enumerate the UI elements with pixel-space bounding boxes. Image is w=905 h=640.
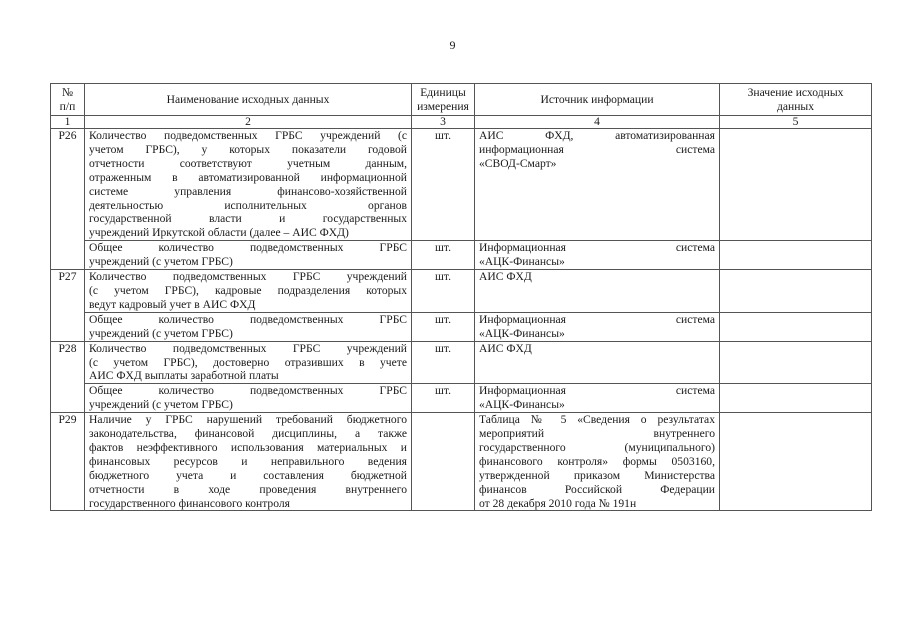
data-name-cell <box>85 341 412 384</box>
text-line: АИС ФХД, автоматизированная <box>479 129 715 142</box>
text-line: финансового контроля» формы 0503160, <box>479 454 715 468</box>
text-line: «АЦК-Финансы» <box>479 255 565 269</box>
unit-cell: шт. <box>412 241 475 270</box>
text-line: «АЦК-Финансы» <box>479 398 565 412</box>
text-line: государственного финансового контроля <box>89 496 290 510</box>
value-cell <box>720 341 872 384</box>
source-cell <box>475 270 720 313</box>
text-line: законодательства, финансовой дисциплины, а также <box>89 427 407 441</box>
table-row <box>51 270 872 313</box>
value-cell <box>720 384 872 413</box>
data-name-cell <box>85 241 412 270</box>
row-id: P29 <box>51 413 85 511</box>
header-line: Единицы <box>420 85 466 99</box>
column-number: 3 <box>412 116 475 129</box>
column-number: 1 <box>51 116 85 129</box>
table-header-row <box>51 84 872 116</box>
text-line: Информационная система <box>479 312 715 326</box>
source-cell <box>475 341 720 384</box>
value-cell <box>720 270 872 313</box>
text-line: учетом ГРБС), у которых показатели годовой <box>89 142 407 156</box>
column-number: 2 <box>85 116 412 129</box>
text-line: Информационная система <box>479 384 715 398</box>
unit-cell: шт. <box>412 129 475 241</box>
text-line: АИС ФХД <box>479 270 532 284</box>
text-line: учреждений (с учетом ГРБС) <box>89 326 233 340</box>
table-body <box>51 129 872 511</box>
unit-cell: шт. <box>412 312 475 341</box>
data-name-cell <box>85 270 412 313</box>
value-cell <box>720 129 872 241</box>
text-line: отчетности в ходе проведения внутреннего <box>89 482 407 496</box>
page-number: 9 <box>449 38 456 52</box>
text-line: государственного (муниципального) <box>479 440 715 454</box>
source-cell <box>475 241 720 270</box>
text-line: государственной власти и государственных <box>89 212 407 226</box>
data-name-cell <box>85 413 412 511</box>
text-line: Общее количество подведомственных ГРБС <box>89 241 407 255</box>
text-line: Количество подведомственных ГРБС учреждений (с <box>89 129 407 142</box>
header-line: измерения <box>417 99 469 113</box>
table-row <box>51 384 872 413</box>
text-line: учреждений (с учетом ГРБС) <box>89 255 233 269</box>
text-line: финансовых ресурсов и неправильного ведения <box>89 454 407 468</box>
table-row <box>51 341 872 384</box>
text-line: Информационная система <box>479 241 715 255</box>
column-number: 4 <box>475 116 720 129</box>
text-line: утвержденной приказом Министерства <box>479 468 715 482</box>
text-line: (с учетом ГРБС), кадровые подразделения которых <box>89 283 407 297</box>
data-name-cell <box>85 129 412 241</box>
text-line: Количество подведомственных ГРБС учреждений <box>89 341 407 355</box>
data-name-cell <box>85 312 412 341</box>
row-id: P26 <box>51 129 85 270</box>
text-line: АИС ФХД <box>479 341 532 355</box>
table-row <box>51 413 872 511</box>
table-row <box>51 241 872 270</box>
data-name-cell <box>85 384 412 413</box>
text-line: АИС ФХД выплаты заработной платы <box>89 369 279 383</box>
header-source: Источник информации <box>475 84 720 116</box>
unit-cell: шт. <box>412 384 475 413</box>
text-line: ведут кадровый учет в АИС ФХД <box>89 297 256 311</box>
header-name: Наименование исходных данных <box>85 84 412 116</box>
source-cell <box>475 312 720 341</box>
text-line: информационная система <box>479 142 715 156</box>
unit-cell: шт. <box>412 270 475 313</box>
source-data-table <box>50 83 872 511</box>
text-line: отчетности соответствуют учетным данным, <box>89 156 407 170</box>
text-line: отраженным в автоматизированной информационной <box>89 170 407 184</box>
text-line: Таблица № 5 «Сведения о результатах <box>479 413 715 427</box>
column-numbers-row <box>51 116 872 129</box>
text-line: мероприятий внутреннего <box>479 427 715 441</box>
text-line: деятельностью исполнительных органов <box>89 198 407 212</box>
row-id: P27 <box>51 270 85 342</box>
header-unit <box>412 84 475 116</box>
text-line: системе управления финансово-хозяйственной <box>89 184 407 198</box>
header-number <box>51 84 85 116</box>
unit-cell <box>412 413 475 511</box>
text-line: фактов неэффективного использования материальных и <box>89 440 407 454</box>
value-cell <box>720 413 872 511</box>
text-line: (с учетом ГРБС), достоверно отразивших в учете <box>89 355 407 369</box>
row-id: P28 <box>51 341 85 413</box>
text-line: учреждений Иркутской области (далее – АИС ФХД) <box>89 226 349 240</box>
source-cell <box>475 129 720 241</box>
header-line: п/п <box>59 99 76 113</box>
text-line: от 28 декабря 2010 года № 191н <box>479 496 637 510</box>
header-line: № <box>61 85 74 99</box>
source-cell <box>475 413 720 511</box>
text-line: Наличие у ГРБС нарушений требований бюджетного <box>89 413 407 427</box>
table-row <box>51 129 872 241</box>
value-cell <box>720 241 872 270</box>
unit-cell: шт. <box>412 341 475 384</box>
text-line: бюджетного учета и составления бюджетной <box>89 468 407 482</box>
text-line: Общее количество подведомственных ГРБС <box>89 384 407 398</box>
text-line: «АЦК-Финансы» <box>479 326 565 340</box>
text-line: «СВОД-Смарт» <box>479 156 557 170</box>
source-cell <box>475 384 720 413</box>
column-number: 5 <box>720 116 872 129</box>
text-line: финансов Российской Федерации <box>479 482 715 496</box>
text-line: Количество подведомственных ГРБС учреждений <box>89 270 407 284</box>
header-value <box>720 84 872 116</box>
table-row <box>51 312 872 341</box>
header-line: данных <box>776 99 815 113</box>
text-line: учреждений (с учетом ГРБС) <box>89 398 233 412</box>
text-line: Общее количество подведомственных ГРБС <box>89 312 407 326</box>
header-line: Значение исходных <box>747 85 844 99</box>
value-cell <box>720 312 872 341</box>
